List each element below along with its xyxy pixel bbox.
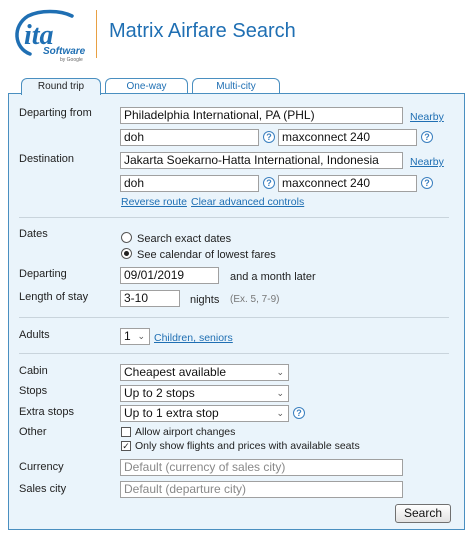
currency-label: Currency	[19, 461, 64, 473]
departing-from-input[interactable]: Philadelphia International, PA (PHL)	[120, 107, 403, 124]
destination-routing-codes-input[interactable]: doh	[120, 175, 259, 192]
adults-select[interactable]	[120, 328, 150, 345]
cabin-label: Cabin	[19, 365, 48, 377]
available-seats-label: Only show flights and prices with available seats	[135, 440, 360, 452]
search-button[interactable]: Search	[395, 504, 451, 523]
sales-city-input[interactable]: Default (departure city)	[120, 481, 403, 498]
stops-select[interactable]	[120, 385, 289, 402]
departing-date-input[interactable]: 09/01/2019	[120, 267, 219, 284]
section-divider	[19, 217, 449, 218]
tab-one-way[interactable]: One-way	[105, 78, 188, 94]
chevron-down-icon: ⌄	[276, 388, 284, 398]
routing-codes-help-icon[interactable]: ?	[263, 177, 275, 189]
other-label: Other	[19, 426, 47, 438]
nights-label: nights	[190, 294, 220, 306]
allow-airport-changes-checkbox[interactable]	[121, 427, 131, 437]
allow-airport-changes-label: Allow airport changes	[135, 426, 236, 438]
currency-input[interactable]: Default (currency of sales city)	[120, 459, 403, 476]
chevron-down-icon: ⌄	[276, 367, 284, 377]
stops-select-value: Up to 2 stops	[124, 386, 195, 400]
header-divider	[96, 10, 97, 58]
logo-by-text: by Google	[60, 57, 83, 63]
available-seats-checkbox[interactable]: ✓	[122, 441, 130, 451]
tab-multi-city[interactable]: Multi-city	[192, 78, 280, 94]
extra-stops-select[interactable]	[120, 405, 289, 422]
cabin-select-value: Cheapest available	[124, 365, 227, 379]
section-divider	[19, 317, 449, 318]
page-title: Matrix Airfare Search	[109, 20, 296, 42]
logo-sub-text: Software	[43, 46, 86, 57]
destination-extension-codes-input[interactable]: maxconnect 240	[278, 175, 417, 192]
search-exact-dates-radio[interactable]	[121, 232, 132, 243]
logo-main-text: ita	[24, 20, 54, 51]
destination-nearby-link[interactable]: Nearby	[410, 156, 444, 168]
reverse-route-link[interactable]: Reverse route	[121, 196, 187, 208]
routing-codes-help-icon[interactable]: ?	[263, 131, 275, 143]
destination-input[interactable]: Jakarta Soekarno-Hatta International, Indonesia	[120, 152, 403, 169]
extra-stops-help-icon[interactable]: ?	[293, 407, 305, 419]
ita-software-logo	[10, 8, 90, 64]
length-of-stay-label: Length of stay	[19, 291, 89, 303]
extra-stops-select-value: Up to 1 extra stop	[124, 406, 219, 420]
calendar-lowest-fares-label: See calendar of lowest fares	[137, 249, 276, 261]
destination-label: Destination	[19, 153, 75, 165]
chevron-down-icon: ⌄	[137, 331, 145, 341]
calendar-lowest-fares-radio[interactable]	[121, 248, 132, 259]
extension-codes-help-icon[interactable]: ?	[421, 177, 433, 189]
dates-label: Dates	[19, 228, 48, 240]
children-seniors-link[interactable]: Children, seniors	[154, 332, 233, 344]
stops-label: Stops	[19, 385, 48, 397]
departing-extension-codes-input[interactable]: maxconnect 240	[278, 129, 417, 146]
search-form-panel	[8, 93, 465, 530]
extension-codes-help-icon[interactable]: ?	[421, 131, 433, 143]
length-of-stay-hint: (Ex. 5, 7-9)	[230, 294, 280, 305]
departing-nearby-link[interactable]: Nearby	[410, 111, 444, 123]
clear-advanced-controls-link[interactable]: Clear advanced controls	[191, 196, 305, 208]
cabin-select[interactable]	[120, 364, 289, 381]
sales-city-label: Sales city	[19, 483, 67, 495]
departing-routing-codes-input[interactable]: doh	[120, 129, 259, 146]
chevron-down-icon: ⌄	[276, 408, 284, 418]
search-exact-dates-label: Search exact dates	[137, 233, 232, 245]
departing-from-label: Departing from	[19, 107, 92, 119]
departing-date-suffix: and a month later	[230, 271, 316, 283]
tab-round-trip[interactable]: Round trip	[21, 78, 101, 95]
departing-date-label: Departing	[19, 268, 67, 280]
adults-label: Adults	[19, 329, 50, 341]
section-divider	[19, 353, 449, 354]
length-of-stay-input[interactable]: 3-10	[120, 290, 180, 307]
adults-select-value: 1	[124, 329, 131, 343]
extra-stops-label: Extra stops	[19, 406, 75, 418]
